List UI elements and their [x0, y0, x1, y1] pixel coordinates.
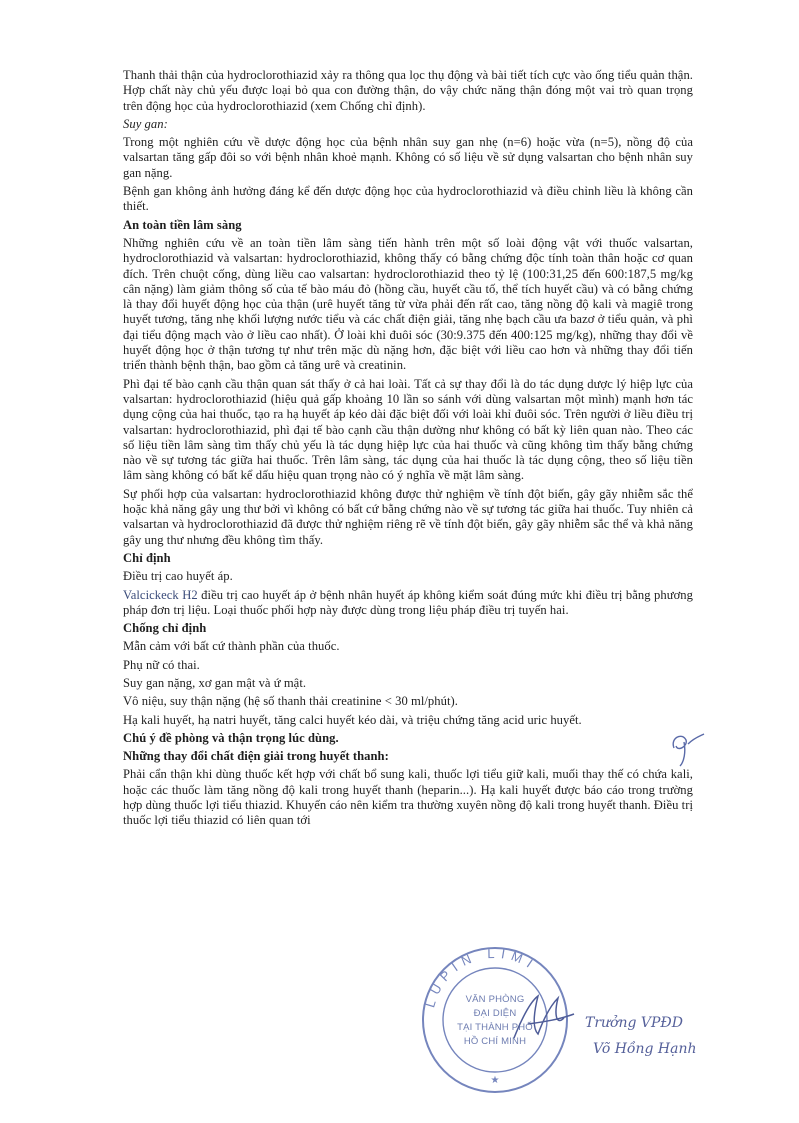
paragraph-text: điều trị cao huyết áp ở bệnh nhân huyết áp không kiểm soát đúng mức khi điều trị bằng phương pháp đơn trị liệu. Loại thuốc phối hợp này được dùng trong liệu pháp điều trị tuyến hai. [123, 587, 693, 617]
stamp-line: VĂN PHÒNG [465, 994, 525, 1005]
body-paragraph: Suy gan nặng, xơ gan mật và ứ mật. [123, 675, 307, 690]
body-paragraph: Vô niệu, suy thận nặng (hệ số thanh thải creatinine < 30 ml/phút). [123, 694, 458, 709]
body-paragraph: Trong một nghiên cứu về dược động học của bệnh nhân suy gan nhẹ (n=6) hoặc vừa (n=5), nồng độ của valsartan tăng gấp đôi so với bệnh nhân khoẻ mạnh. Không có số liệu về sử dụng valsartan cho bệnh nhân suy gan nặng. [123, 135, 693, 180]
body-paragraph: Phì đại tế bào cạnh cầu thận quan sát thấy ở cả hai loài. Tất cả sự thay đổi là do tác dụng dược lý hiệp lực của valsartan: hydroclorothiazid (hiệu quả gấp khoảng 10 lần so sánh với dùng valsartan một mình) mạnh hơn tác dụng cộng của hai thuốc, tạo ra hạ huyết áp kéo dài đặc biệt đối với loài khỉ đuôi sóc. Trên người ở liều điều trị valsartan: hydroclorothiazid, phì đại tế bào cạnh cầu thận dường như không có bất kỳ liên quan nào. Theo các số liệu tiền lâm sàng tìm thấy chủ yếu là tác dụng hiệp lực của hai thuốc và cũng không tìm thấy bằng chứng nào về sự tương tác giữa hai thuốc. Trên lâm sàng, tác dụng của hai thuốc là tác dụng cộng, theo số liệu tiền lâm sàng không có bất kể dấu hiệu quan trọng nào có ý nghĩa về mặt lâm sàng. [123, 376, 693, 483]
handwritten-signature [508, 988, 578, 1048]
section-heading: Chỉ định [123, 550, 171, 565]
body-paragraph: Thanh thải thận của hydroclorothiazid xảy ra thông qua lọc thụ động và bài tiết tích cực vào ống tiểu quản thận. Hợp chất này chủ yếu được loại bỏ qua con đường thận, do vậy chức năng thận đóng một vai trò quan trọng trên động học của hydroclorothiazid (xem Chống chỉ định). [123, 68, 693, 113]
body-paragraph: Mẫn cảm với bất cứ thành phần của thuốc. [123, 639, 340, 654]
stamp-line: ĐẠI DIỆN [473, 1008, 517, 1019]
section-heading: Những thay đổi chất điện giải trong huyết thanh: [123, 749, 389, 764]
star-icon: ★ [490, 1075, 500, 1086]
section-heading: Chống chỉ định [123, 621, 207, 636]
stamp-line: HỒ CHÍ MINH [463, 1036, 527, 1047]
handwritten-initial [664, 728, 708, 768]
body-paragraph: Bệnh gan không ảnh hưởng đáng kể đến dược động học của hydroclorothiazid và điều chỉnh liều là không cần thiết. [123, 184, 693, 214]
body-paragraph: Phải cẩn thận khi dùng thuốc kết hợp với chất bổ sung kali, thuốc lợi tiểu giữ kali, muối thay thế có chứa kali, hoặc các thuốc làm tăng nồng độ kali trong huyết thanh (heparin...). Hạ kali huyết được báo cáo trong trường hợp dùng thuốc lợi tiểu thiazid. Khuyến cáo nên kiểm tra thường xuyên nồng độ kali trong huyết thanh. Điều trị thuốc lợi tiểu thiazid có liên quan tới [123, 767, 693, 828]
body-paragraph: Điều trị cao huyết áp. [123, 569, 233, 584]
body-paragraph: Sự phối hợp của valsartan: hydroclorothiazid không được thử nghiệm về tính đột biến, gây gãy nhiễm sắc thể hoặc khả năng gây ung thư bởi vì không có bất cứ bằng chứng nào về sự tương tác giữa hai thuốc. Tuy nhiên cả valsartan và hydroclorothiazid đã được thử nghiệm riêng rẽ về tính đột biến, gây gãy nhiễm sắc thể và khả năng gây ung thư nhưng đều không tìm thấy. [123, 486, 693, 547]
signer-name: Võ Hồng Hạnh [593, 1041, 697, 1057]
body-paragraph: Phụ nữ có thai. [123, 657, 200, 672]
stamp-ring-text: LUPIN LIMI [422, 945, 541, 1010]
drug-name: Valcickeck H2 [123, 587, 198, 602]
signer-title: Trưởng VPĐD [585, 1015, 683, 1031]
body-paragraph: Hạ kali huyết, hạ natri huyết, tăng calci huyết kéo dài, và triệu chứng tăng acid uric huyết. [123, 712, 582, 727]
document-body [123, 68, 693, 832]
body-paragraph [123, 588, 693, 619]
body-paragraph: Những nghiên cứu về an toàn tiền lâm sàng tiến hành trên một số loài động vật với thuốc valsartan, hydroclorothiazid và valsartan: hydroclorothiazid, không thấy có bằng chứng độc tính toàn thân hoặc cơ quan đích. Trên chuột cống, dùng liều cao valsartan: hydroclorothiazid theo tỷ lệ (100:31,25 đến 600:187,5 mg/kg cân nặng) làm giảm thông số của tế bào máu đỏ (hồng cầu, huyết cầu tố, thể tích huyết cầu) và có bằng chứng là thay đổi huyết động học của thận (urê huyết tăng từ vừa phải đến rất cao, tăng nồng độ kali và magiê trong huyết tương, tăng nhẹ khối lượng nước tiểu và các chất điện giải, tăng nhẹ bạch cầu ưa bazơ ở tiểu quản, và phì đại tiểu động mạch vào ở liều cao nhất). Ở loài khỉ đuôi sóc (30:9.375 đến 400:125 mg/kg), những thay đổi về huyết động học ở thận tương tự như trên mặc dù nặng hơn, đặc biệt với liều cao hơn và những thay đổi tiến triển thành bệnh thận, bao gồm cả tăng urê và creatinin. [123, 235, 693, 373]
section-heading: An toàn tiền lâm sàng [123, 217, 242, 232]
section-heading: Chú ý đề phòng và thận trọng lúc dùng. [123, 730, 339, 745]
signature-block [585, 1010, 715, 1062]
stamp-line: TẠI THÀNH PHỐ [457, 1022, 533, 1033]
subsection-label: Suy gan: [123, 116, 168, 131]
